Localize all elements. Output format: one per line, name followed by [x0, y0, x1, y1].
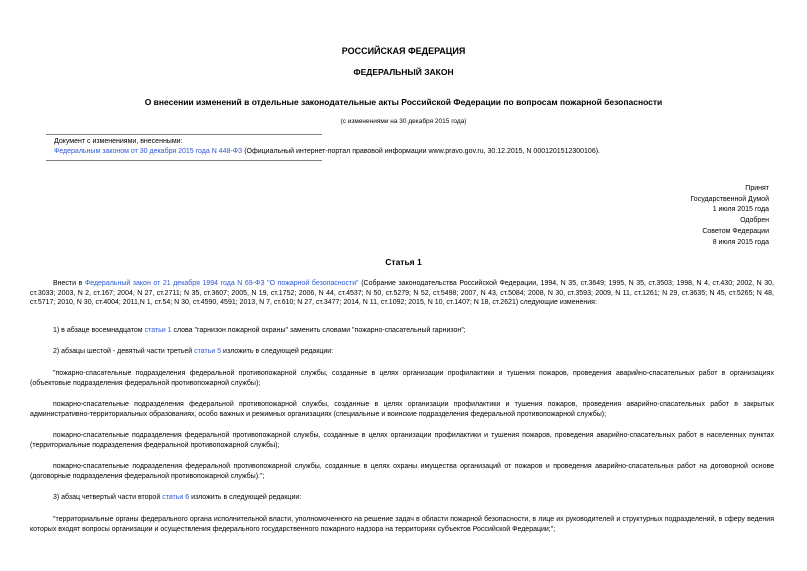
changes-source	[54, 147, 774, 157]
paragraph-item-3	[30, 493, 774, 503]
law-type-heading: ФЕДЕРАЛЬНЫЙ ЗАКОН	[353, 67, 454, 77]
approved-by: Советом Федерации	[702, 227, 769, 235]
paragraph-text: (Собрание законодательства Российской Федерации, 1994, N 35, ст.3649; 1995, N 35, ст.3503; 1998, N 4, ст.430; 2002, N 30, ст.3033; 2003, N 2, ст.167; 2004, N 27, ст.2711; N 35, ст.3607; 2005, N 19, ст.1752; 2006, N 44, ст.4537; N 50, ст.5279; N 52, ст.5498; 2007, N 43, ст.5084; 2008, N 30, ст.3593; 2009, N 11, ст.1261; N 29, ст.3635; N 45, ст.5265; N 48, ст.5717; 2010, N 30, ст.4004; 2011,N 1, ст.54; N 30, ст.4590, 4591; 2013, N 7, ст.610; N 27, ст.3477; 2014, N 11, ст.1092; 2015, N 10, ст.1407; N 18, ст.2621) следующие изменения:	[30, 280, 775, 307]
paragraph-text: изложить в следующей редакции:	[189, 494, 302, 501]
paragraph-item-1	[30, 326, 774, 336]
federation-heading: РОССИЙСКАЯ ФЕДЕРАЦИЯ	[341, 46, 466, 56]
amending-law-link[interactable]: Федеральным законом от 30 декабря 2015 года N 448-ФЗ	[54, 148, 243, 155]
quoted-paragraph-5: "территориальные органы федерального органа исполнительной власти, уполномоченного на решение задач в области пожарной безопасности, в лице их руководителей и структурных подразделений, в сферу ведения которых входят вопросы организации и осуществления федерального государственного пожарного надзора на территориях субъектов Российской Федерации;";	[30, 516, 774, 533]
quoted-paragraph-3: пожарно-спасательные подразделения федеральной противопожарной службы, созданные в целях организации профилактики и тушения пожаров, проведения аварийно-спасательных работ в населенных пунктах (территориальные подразделения федеральной противопожарной службы);	[30, 432, 774, 449]
revision-note: (с изменениями на 30 декабря 2015 года)	[340, 118, 467, 125]
changes-source-text: (Официальный интернет-портал правовой информации www.pravo.gov.ru, 30.12.2015, N 0001201512300106).	[242, 148, 600, 155]
paragraph-item-2	[30, 347, 774, 357]
changes-intro: Документ с изменениями, внесенными:	[54, 138, 183, 145]
quoted-paragraph-2: пожарно-спасательные подразделения федеральной противопожарной службы, созданные в целях организации профилактики и тушения пожаров, проведения аварийно-спасательных работ в закрытых административно-территориальных образованиях, особо важных и режимных организациях (специальные и воинские подразделения федеральной противопожарной службы);	[30, 401, 774, 418]
quoted-paragraph-4: пожарно-спасательные подразделения федеральной противопожарной службы, созданные в целях охраны имущества организаций от пожаров и проведения аварийно-спасательных работ на договорной основе (договорные подразделения федеральной противопожарной службы).";	[30, 463, 774, 480]
paragraph-text: изложить в следующей редакции:	[221, 348, 334, 355]
article-5-link[interactable]: статьи 5	[194, 348, 222, 355]
law-title: О внесении изменений в отдельные законодательные акты Российской Федерации по вопросам пожарной безопасности	[144, 97, 663, 107]
quoted-paragraph-1: "пожарно-спасательные подразделения федеральной противопожарной службы, созданные в целях организации профилактики и тушения пожаров, проведения аварийно-спасательных работ в организациях (объектовые подразделения федеральной противопожарной службы);	[30, 370, 774, 387]
paragraph-text: 1) в абзаце восемнадцатом	[53, 327, 145, 334]
fire-safety-law-link[interactable]: Федеральный закон от 21 декабря 1994 года N 69-ФЗ "О пожарной безопасности"	[84, 280, 359, 287]
article-6-link[interactable]: статьи 6	[162, 494, 190, 501]
approved-date: 8 июля 2015 года	[712, 238, 769, 246]
paragraph-text: Внести в	[53, 280, 85, 287]
article-heading: Статья 1	[385, 257, 422, 267]
adopted-label: Принят	[745, 185, 769, 192]
article-1-link[interactable]: статьи 1	[144, 327, 172, 334]
divider-bottom	[46, 160, 322, 161]
divider-top	[46, 134, 322, 135]
adopted-date: 1 июля 2015 года	[712, 206, 769, 214]
paragraph-intro	[30, 279, 774, 308]
paragraph-text: слова "гарнизон пожарной охраны" заменить словами "пожарно-спасательный гарнизон";	[171, 327, 466, 334]
paragraph-text: 2) абзацы шестой - девятый части третьей	[53, 348, 195, 355]
approved-label: Одобрен	[740, 217, 769, 225]
paragraph-text: 3) абзац четвертый части второй	[53, 494, 163, 501]
adoption-block	[690, 184, 769, 248]
adopted-by: Государственной Думой	[690, 195, 769, 203]
